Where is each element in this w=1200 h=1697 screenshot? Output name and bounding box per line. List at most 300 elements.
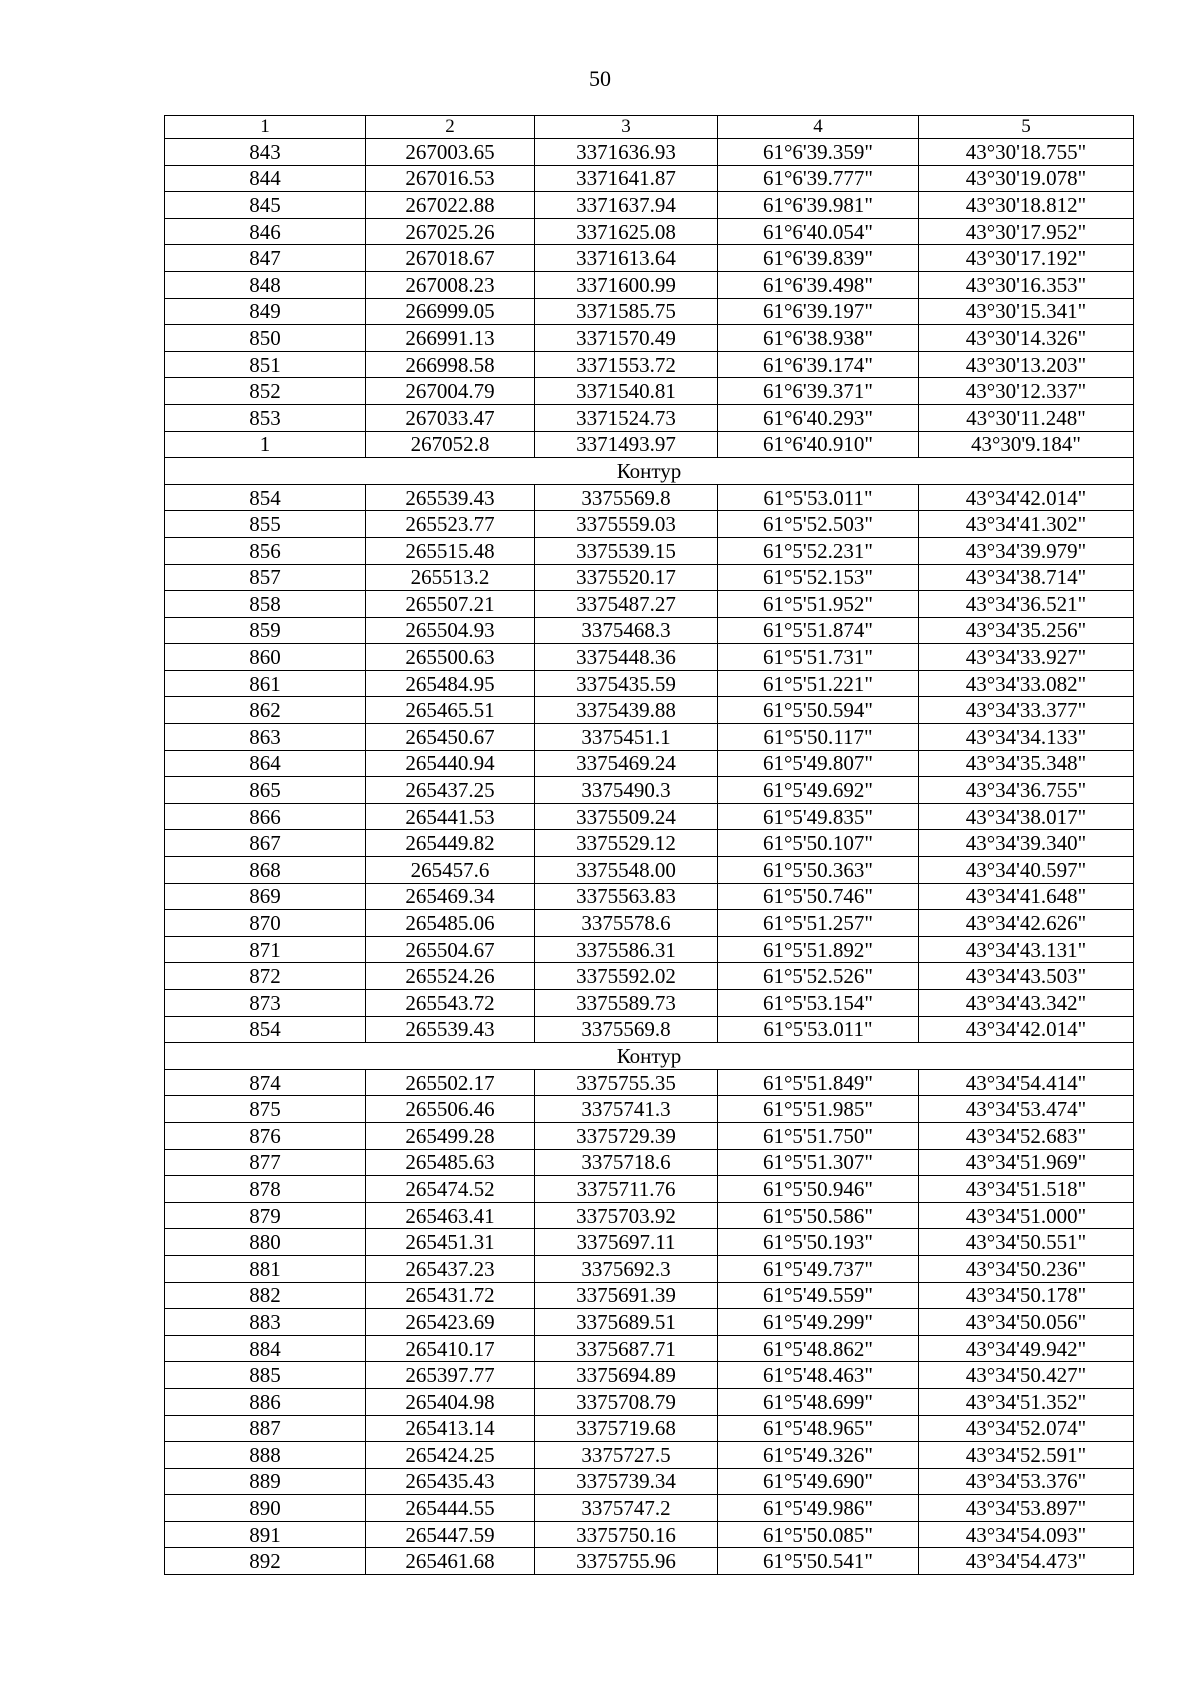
table-cell: 856 bbox=[165, 537, 366, 564]
table-cell: 43°34'43.131" bbox=[919, 936, 1134, 963]
table-cell: 265502.17 bbox=[366, 1069, 535, 1096]
table-cell: 265461.68 bbox=[366, 1548, 535, 1575]
table-cell: 3375741.3 bbox=[535, 1096, 718, 1123]
table-cell: 43°34'36.521" bbox=[919, 591, 1134, 618]
table-row bbox=[165, 1442, 1134, 1469]
table-cell: 61°5'49.986" bbox=[718, 1495, 919, 1522]
table-cell: 43°34'50.056" bbox=[919, 1309, 1134, 1336]
table-cell: 265506.46 bbox=[366, 1096, 535, 1123]
header-row bbox=[165, 116, 1134, 139]
table-cell: 880 bbox=[165, 1229, 366, 1256]
table-cell: 879 bbox=[165, 1202, 366, 1229]
table-cell: 267033.47 bbox=[366, 404, 535, 431]
table-cell: 266999.05 bbox=[366, 298, 535, 325]
table-row bbox=[165, 857, 1134, 884]
table-cell: 3375703.92 bbox=[535, 1202, 718, 1229]
table-cell: 887 bbox=[165, 1415, 366, 1442]
table-cell: 43°30'16.353" bbox=[919, 271, 1134, 298]
table-cell: 61°5'49.299" bbox=[718, 1309, 919, 1336]
table-cell: 61°6'40.293" bbox=[718, 404, 919, 431]
table-cell: 61°5'50.594" bbox=[718, 697, 919, 724]
table-cell: 43°34'43.342" bbox=[919, 990, 1134, 1017]
table-cell: 849 bbox=[165, 298, 366, 325]
table-cell: 3375559.03 bbox=[535, 511, 718, 538]
table-cell: 43°30'17.952" bbox=[919, 218, 1134, 245]
table-cell: 857 bbox=[165, 564, 366, 591]
table-cell: 3375711.76 bbox=[535, 1176, 718, 1203]
table-cell: 265435.43 bbox=[366, 1468, 535, 1495]
table-cell: 888 bbox=[165, 1442, 366, 1469]
table-cell: 43°34'52.683" bbox=[919, 1122, 1134, 1149]
table-cell: 265449.82 bbox=[366, 830, 535, 857]
table-cell: 854 bbox=[165, 484, 366, 511]
table-cell: 3375448.36 bbox=[535, 644, 718, 671]
table-cell: 3375747.2 bbox=[535, 1495, 718, 1522]
table-cell: 265499.28 bbox=[366, 1122, 535, 1149]
table-cell: 61°5'52.231" bbox=[718, 537, 919, 564]
table-row bbox=[165, 1229, 1134, 1256]
table-cell: 265484.95 bbox=[366, 670, 535, 697]
table-cell: 844 bbox=[165, 165, 366, 192]
table-cell: 43°30'9.184" bbox=[919, 431, 1134, 458]
table-row bbox=[165, 910, 1134, 937]
table-cell: 3375592.02 bbox=[535, 963, 718, 990]
table-cell: 3371600.99 bbox=[535, 271, 718, 298]
table-cell: 3375697.11 bbox=[535, 1229, 718, 1256]
table-row bbox=[165, 1255, 1134, 1282]
table-row bbox=[165, 803, 1134, 830]
table-cell: 864 bbox=[165, 750, 366, 777]
table-cell: 265413.14 bbox=[366, 1415, 535, 1442]
table-cell: 43°34'42.014" bbox=[919, 484, 1134, 511]
table-cell: 859 bbox=[165, 617, 366, 644]
table-row bbox=[165, 963, 1134, 990]
table-cell: 265485.63 bbox=[366, 1149, 535, 1176]
table-row bbox=[165, 1149, 1134, 1176]
table-cell: 3375589.73 bbox=[535, 990, 718, 1017]
table-cell: 43°30'14.326" bbox=[919, 325, 1134, 352]
table-cell: 873 bbox=[165, 990, 366, 1017]
table-cell: 43°34'53.376" bbox=[919, 1468, 1134, 1495]
table-cell: 265444.55 bbox=[366, 1495, 535, 1522]
table-cell: 43°34'54.093" bbox=[919, 1521, 1134, 1548]
table-cell: 61°5'51.221" bbox=[718, 670, 919, 697]
table-cell: 267008.23 bbox=[366, 271, 535, 298]
table-cell: 866 bbox=[165, 803, 366, 830]
table-cell: 265440.94 bbox=[366, 750, 535, 777]
table-cell: 61°5'50.363" bbox=[718, 857, 919, 884]
table-cell: 267052.8 bbox=[366, 431, 535, 458]
table-cell: 61°6'39.197" bbox=[718, 298, 919, 325]
table-cell: 61°5'51.874" bbox=[718, 617, 919, 644]
table-row bbox=[165, 697, 1134, 724]
table-cell: 265451.31 bbox=[366, 1229, 535, 1256]
table-row bbox=[165, 165, 1134, 192]
table-row bbox=[165, 298, 1134, 325]
table-cell: 855 bbox=[165, 511, 366, 538]
table-cell: 877 bbox=[165, 1149, 366, 1176]
table-cell: 3371493.97 bbox=[535, 431, 718, 458]
table-cell: 889 bbox=[165, 1468, 366, 1495]
table-cell: 3375451.1 bbox=[535, 724, 718, 751]
table-cell: 43°34'51.518" bbox=[919, 1176, 1134, 1203]
table-cell: 265539.43 bbox=[366, 1016, 535, 1043]
table-cell: 61°5'52.153" bbox=[718, 564, 919, 591]
table-cell: 61°5'53.011" bbox=[718, 1016, 919, 1043]
table-cell: 61°6'40.054" bbox=[718, 218, 919, 245]
table-cell: 3375755.35 bbox=[535, 1069, 718, 1096]
table-row bbox=[165, 1495, 1134, 1522]
table-cell: 3375729.39 bbox=[535, 1122, 718, 1149]
table-cell: 43°34'38.017" bbox=[919, 803, 1134, 830]
table-cell: 43°34'39.340" bbox=[919, 830, 1134, 857]
table-row bbox=[165, 1282, 1134, 1309]
table-cell: 61°5'50.117" bbox=[718, 724, 919, 751]
table-row bbox=[165, 883, 1134, 910]
table-row bbox=[165, 511, 1134, 538]
table-cell: 43°34'50.427" bbox=[919, 1362, 1134, 1389]
table-cell: 3375691.39 bbox=[535, 1282, 718, 1309]
table-cell: 265457.6 bbox=[366, 857, 535, 884]
table-cell: 61°6'40.910" bbox=[718, 431, 919, 458]
table-cell: 3375755.96 bbox=[535, 1548, 718, 1575]
column-header: 1 bbox=[165, 116, 366, 139]
table-cell: 3375718.6 bbox=[535, 1149, 718, 1176]
table-cell: 3371641.87 bbox=[535, 165, 718, 192]
table-cell: 847 bbox=[165, 245, 366, 272]
table-cell: 852 bbox=[165, 378, 366, 405]
table-cell: 890 bbox=[165, 1495, 366, 1522]
table-row bbox=[165, 1096, 1134, 1123]
table-cell: 265424.25 bbox=[366, 1442, 535, 1469]
table-cell: 3371636.93 bbox=[535, 139, 718, 166]
table-cell: 61°5'51.952" bbox=[718, 591, 919, 618]
table-cell: 861 bbox=[165, 670, 366, 697]
table-cell: 875 bbox=[165, 1096, 366, 1123]
table-cell: 43°34'50.236" bbox=[919, 1255, 1134, 1282]
section-title: Контур bbox=[165, 458, 1134, 485]
table-row bbox=[165, 1069, 1134, 1096]
table-cell: 43°34'51.000" bbox=[919, 1202, 1134, 1229]
table-row bbox=[165, 830, 1134, 857]
table-cell: 3371585.75 bbox=[535, 298, 718, 325]
table-row bbox=[165, 1202, 1134, 1229]
table-cell: 843 bbox=[165, 139, 366, 166]
table-cell: 267022.88 bbox=[366, 192, 535, 219]
table-cell: 265523.77 bbox=[366, 511, 535, 538]
table-row bbox=[165, 271, 1134, 298]
table-cell: 43°34'35.256" bbox=[919, 617, 1134, 644]
table-row bbox=[165, 750, 1134, 777]
table-cell: 881 bbox=[165, 1255, 366, 1282]
table-cell: 878 bbox=[165, 1176, 366, 1203]
table-cell: 61°5'52.526" bbox=[718, 963, 919, 990]
table-row bbox=[165, 1176, 1134, 1203]
table-row bbox=[165, 1468, 1134, 1495]
table-row bbox=[165, 591, 1134, 618]
table-cell: 43°34'53.897" bbox=[919, 1495, 1134, 1522]
table-row bbox=[165, 1548, 1134, 1575]
table-body bbox=[165, 116, 1134, 1575]
table-cell: 846 bbox=[165, 218, 366, 245]
table-row bbox=[165, 644, 1134, 671]
table-cell: 3375569.8 bbox=[535, 1016, 718, 1043]
table-cell: 865 bbox=[165, 777, 366, 804]
table-row bbox=[165, 617, 1134, 644]
table-cell: 265513.2 bbox=[366, 564, 535, 591]
table-cell: 3375687.71 bbox=[535, 1335, 718, 1362]
table-cell: 43°34'51.352" bbox=[919, 1388, 1134, 1415]
table-cell: 265485.06 bbox=[366, 910, 535, 937]
table-cell: 3375586.31 bbox=[535, 936, 718, 963]
table-cell: 267003.65 bbox=[366, 139, 535, 166]
table-cell: 3375520.17 bbox=[535, 564, 718, 591]
table-row bbox=[165, 724, 1134, 751]
table-cell: 43°34'36.755" bbox=[919, 777, 1134, 804]
table-cell: 3375689.51 bbox=[535, 1309, 718, 1336]
table-row bbox=[165, 537, 1134, 564]
table-cell: 43°30'15.341" bbox=[919, 298, 1134, 325]
table-cell: 863 bbox=[165, 724, 366, 751]
table-cell: 3375563.83 bbox=[535, 883, 718, 910]
table-cell: 3375578.6 bbox=[535, 910, 718, 937]
table-cell: 61°5'49.559" bbox=[718, 1282, 919, 1309]
table-cell: 43°30'19.078" bbox=[919, 165, 1134, 192]
table-cell: 61°5'49.807" bbox=[718, 750, 919, 777]
table-cell: 1 bbox=[165, 431, 366, 458]
table-cell: 43°34'33.377" bbox=[919, 697, 1134, 724]
column-header: 3 bbox=[535, 116, 718, 139]
table-cell: 265507.21 bbox=[366, 591, 535, 618]
table-cell: 265504.93 bbox=[366, 617, 535, 644]
table-cell: 265447.59 bbox=[366, 1521, 535, 1548]
table-row bbox=[165, 378, 1134, 405]
table-row bbox=[165, 351, 1134, 378]
table-cell: 876 bbox=[165, 1122, 366, 1149]
table-cell: 61°5'51.985" bbox=[718, 1096, 919, 1123]
coordinates-table bbox=[164, 115, 1134, 1575]
table-cell: 61°6'39.359" bbox=[718, 139, 919, 166]
table-cell: 3375509.24 bbox=[535, 803, 718, 830]
column-header: 2 bbox=[366, 116, 535, 139]
table-cell: 265397.77 bbox=[366, 1362, 535, 1389]
table-cell: 265474.52 bbox=[366, 1176, 535, 1203]
table-cell: 43°34'41.648" bbox=[919, 883, 1134, 910]
table-cell: 267018.67 bbox=[366, 245, 535, 272]
table-cell: 265500.63 bbox=[366, 644, 535, 671]
section-title-row bbox=[165, 458, 1134, 485]
table-cell: 265437.25 bbox=[366, 777, 535, 804]
table-cell: 853 bbox=[165, 404, 366, 431]
table-cell: 43°30'11.248" bbox=[919, 404, 1134, 431]
table-cell: 61°5'50.085" bbox=[718, 1521, 919, 1548]
table-cell: 3375469.24 bbox=[535, 750, 718, 777]
table-cell: 882 bbox=[165, 1282, 366, 1309]
table-row bbox=[165, 1122, 1134, 1149]
table-cell: 43°34'35.348" bbox=[919, 750, 1134, 777]
table-cell: 43°30'17.192" bbox=[919, 245, 1134, 272]
table-cell: 43°34'40.597" bbox=[919, 857, 1134, 884]
table-cell: 3375719.68 bbox=[535, 1415, 718, 1442]
table-cell: 267004.79 bbox=[366, 378, 535, 405]
table-cell: 883 bbox=[165, 1309, 366, 1336]
table-cell: 3375490.3 bbox=[535, 777, 718, 804]
table-cell: 61°6'39.371" bbox=[718, 378, 919, 405]
table-cell: 848 bbox=[165, 271, 366, 298]
table-row bbox=[165, 670, 1134, 697]
table-cell: 61°5'48.699" bbox=[718, 1388, 919, 1415]
table-row bbox=[165, 139, 1134, 166]
table-cell: 43°34'33.927" bbox=[919, 644, 1134, 671]
table-cell: 850 bbox=[165, 325, 366, 352]
table-cell: 265437.23 bbox=[366, 1255, 535, 1282]
table-cell: 61°5'50.541" bbox=[718, 1548, 919, 1575]
table-cell: 43°34'42.014" bbox=[919, 1016, 1134, 1043]
table-cell: 3371540.81 bbox=[535, 378, 718, 405]
table-cell: 43°34'38.714" bbox=[919, 564, 1134, 591]
table-cell: 3371625.08 bbox=[535, 218, 718, 245]
table-row bbox=[165, 404, 1134, 431]
table-cell: 61°5'50.193" bbox=[718, 1229, 919, 1256]
table-cell: 868 bbox=[165, 857, 366, 884]
table-cell: 61°5'53.011" bbox=[718, 484, 919, 511]
table-cell: 3371553.72 bbox=[535, 351, 718, 378]
table-cell: 61°5'48.463" bbox=[718, 1362, 919, 1389]
table-cell: 43°34'49.942" bbox=[919, 1335, 1134, 1362]
table-cell: 884 bbox=[165, 1335, 366, 1362]
table-row bbox=[165, 431, 1134, 458]
table-cell: 845 bbox=[165, 192, 366, 219]
table-cell: 61°5'50.107" bbox=[718, 830, 919, 857]
table-cell: 265539.43 bbox=[366, 484, 535, 511]
table-cell: 61°6'39.981" bbox=[718, 192, 919, 219]
table-row bbox=[165, 936, 1134, 963]
table-cell: 265441.53 bbox=[366, 803, 535, 830]
table-row bbox=[165, 245, 1134, 272]
table-row bbox=[165, 218, 1134, 245]
table-cell: 61°5'49.737" bbox=[718, 1255, 919, 1282]
table-cell: 891 bbox=[165, 1521, 366, 1548]
table-cell: 3375435.59 bbox=[535, 670, 718, 697]
table-cell: 3375548.00 bbox=[535, 857, 718, 884]
table-cell: 3375739.34 bbox=[535, 1468, 718, 1495]
table-cell: 43°34'53.474" bbox=[919, 1096, 1134, 1123]
table-cell: 265524.26 bbox=[366, 963, 535, 990]
table-cell: 61°6'39.777" bbox=[718, 165, 919, 192]
table-cell: 43°34'52.591" bbox=[919, 1442, 1134, 1469]
table-cell: 43°34'42.626" bbox=[919, 910, 1134, 937]
table-cell: 265404.98 bbox=[366, 1388, 535, 1415]
table-cell: 265543.72 bbox=[366, 990, 535, 1017]
table-cell: 3371613.64 bbox=[535, 245, 718, 272]
table-cell: 265465.51 bbox=[366, 697, 535, 724]
table-cell: 43°34'52.074" bbox=[919, 1415, 1134, 1442]
table-cell: 43°34'51.969" bbox=[919, 1149, 1134, 1176]
table-cell: 61°5'51.257" bbox=[718, 910, 919, 937]
table-cell: 892 bbox=[165, 1548, 366, 1575]
table-cell: 265450.67 bbox=[366, 724, 535, 751]
table-cell: 3371524.73 bbox=[535, 404, 718, 431]
table-cell: 61°6'39.174" bbox=[718, 351, 919, 378]
table-cell: 61°5'49.690" bbox=[718, 1468, 919, 1495]
table-cell: 3371637.94 bbox=[535, 192, 718, 219]
table-cell: 61°5'51.750" bbox=[718, 1122, 919, 1149]
section-title: Контур bbox=[165, 1043, 1134, 1070]
table-cell: 43°30'13.203" bbox=[919, 351, 1134, 378]
table-cell: 858 bbox=[165, 591, 366, 618]
table-cell: 43°34'50.551" bbox=[919, 1229, 1134, 1256]
table-cell: 43°30'12.337" bbox=[919, 378, 1134, 405]
table-cell: 267025.26 bbox=[366, 218, 535, 245]
table-cell: 61°5'49.835" bbox=[718, 803, 919, 830]
table-cell: 61°5'52.503" bbox=[718, 511, 919, 538]
table-cell: 871 bbox=[165, 936, 366, 963]
table-cell: 265515.48 bbox=[366, 537, 535, 564]
table-cell: 3375708.79 bbox=[535, 1388, 718, 1415]
table-cell: 43°30'18.812" bbox=[919, 192, 1134, 219]
table-cell: 265410.17 bbox=[366, 1335, 535, 1362]
table-cell: 61°5'50.586" bbox=[718, 1202, 919, 1229]
table-cell: 265423.69 bbox=[366, 1309, 535, 1336]
table-cell: 266998.58 bbox=[366, 351, 535, 378]
table-cell: 43°34'54.414" bbox=[919, 1069, 1134, 1096]
table-cell: 61°5'50.946" bbox=[718, 1176, 919, 1203]
table-cell: 265431.72 bbox=[366, 1282, 535, 1309]
table-row bbox=[165, 1415, 1134, 1442]
table-cell: 862 bbox=[165, 697, 366, 724]
table-cell: 851 bbox=[165, 351, 366, 378]
table-cell: 854 bbox=[165, 1016, 366, 1043]
table-cell: 43°34'33.082" bbox=[919, 670, 1134, 697]
table-cell: 3371570.49 bbox=[535, 325, 718, 352]
table-cell: 61°6'39.839" bbox=[718, 245, 919, 272]
table-cell: 61°5'48.862" bbox=[718, 1335, 919, 1362]
table-cell: 43°34'43.503" bbox=[919, 963, 1134, 990]
table-row bbox=[165, 990, 1134, 1017]
table-cell: 886 bbox=[165, 1388, 366, 1415]
table-cell: 61°5'51.731" bbox=[718, 644, 919, 671]
table-cell: 3375468.3 bbox=[535, 617, 718, 644]
table-cell: 43°30'18.755" bbox=[919, 139, 1134, 166]
table-cell: 867 bbox=[165, 830, 366, 857]
table-cell: 61°5'48.965" bbox=[718, 1415, 919, 1442]
table-row bbox=[165, 1016, 1134, 1043]
section-title-row bbox=[165, 1043, 1134, 1070]
table-cell: 885 bbox=[165, 1362, 366, 1389]
page-number: 50 bbox=[589, 66, 611, 91]
table-cell: 874 bbox=[165, 1069, 366, 1096]
table-cell: 43°34'54.473" bbox=[919, 1548, 1134, 1575]
table-cell: 3375727.5 bbox=[535, 1442, 718, 1469]
table-cell: 860 bbox=[165, 644, 366, 671]
table-cell: 43°34'39.979" bbox=[919, 537, 1134, 564]
table-cell: 3375694.89 bbox=[535, 1362, 718, 1389]
table-cell: 61°6'38.938" bbox=[718, 325, 919, 352]
table-cell: 267016.53 bbox=[366, 165, 535, 192]
table-row bbox=[165, 1388, 1134, 1415]
table-row bbox=[165, 1362, 1134, 1389]
table-cell: 61°5'49.692" bbox=[718, 777, 919, 804]
table-cell: 265504.67 bbox=[366, 936, 535, 963]
table-cell: 265463.41 bbox=[366, 1202, 535, 1229]
table-row bbox=[165, 1309, 1134, 1336]
table-cell: 265469.34 bbox=[366, 883, 535, 910]
table-cell: 3375529.12 bbox=[535, 830, 718, 857]
table-cell: 3375750.16 bbox=[535, 1521, 718, 1548]
table-row bbox=[165, 1521, 1134, 1548]
column-header: 4 bbox=[718, 116, 919, 139]
table-row bbox=[165, 325, 1134, 352]
